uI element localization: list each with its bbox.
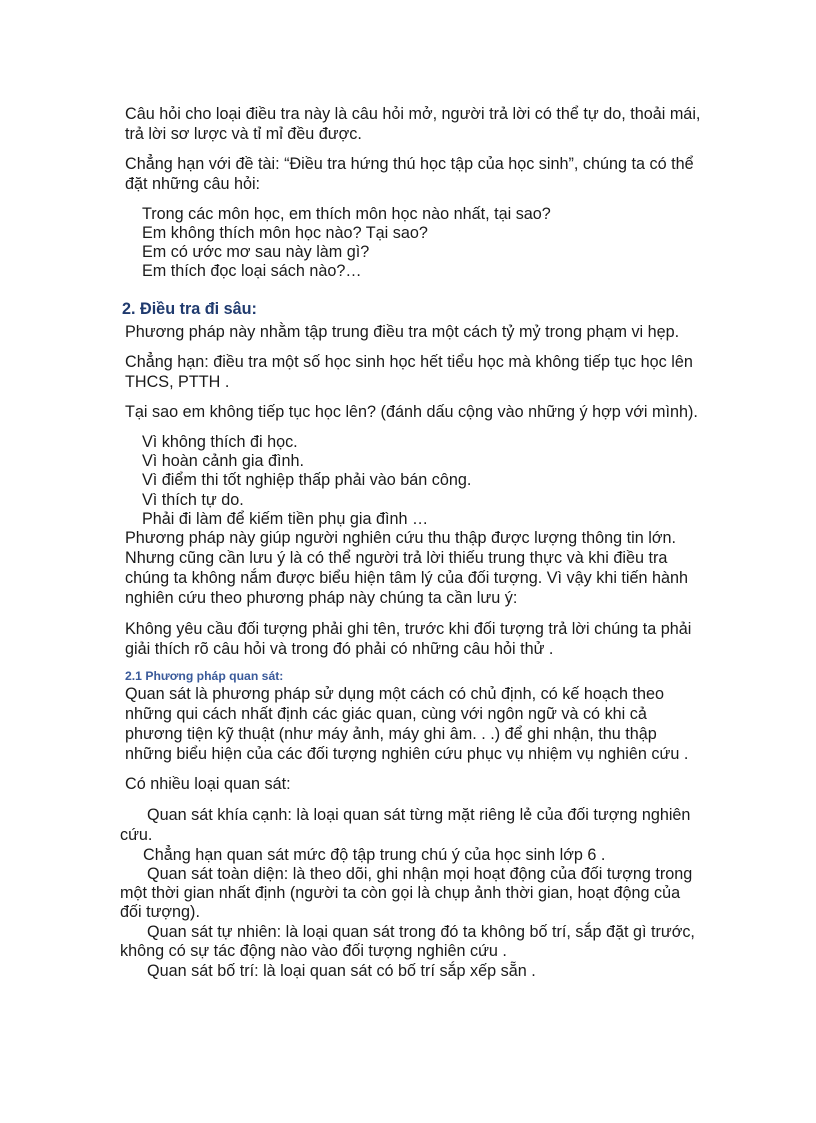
- example-line: THCS, PTTH .: [125, 373, 230, 391]
- subsection-heading: 2.1 Phương pháp quan sát:: [125, 669, 284, 683]
- section-heading: 2. Điều tra đi sâu:: [122, 300, 257, 318]
- list-item: Em thích đọc loại sách nào?…: [142, 262, 362, 280]
- type-line: Quan sát bố trí: là loại quan sát có bố trí sắp xếp sẵn .: [147, 962, 536, 980]
- note-line: nghiên cứu theo phương pháp này chúng ta cần lưu ý:: [125, 589, 518, 607]
- definition-line: những biểu hiện của các đối tượng nghiên cứu phục vụ nhiệm vụ nghiên cứu .: [125, 745, 689, 763]
- list-item: Em không thích môn học nào? Tại sao?: [142, 224, 428, 242]
- example-line: Chẳng hạn: điều tra một số học sinh học hết tiểu học mà không tiếp tục học lên: [125, 353, 693, 371]
- intro-line: Câu hỏi cho loại điều tra này là câu hỏi mở, người trả lời có thể tự do, thoải mái,: [125, 105, 701, 123]
- advice-line: Không yêu cầu đối tượng phải ghi tên, trước khi đối tượng trả lời chúng ta phải: [125, 620, 692, 638]
- list-item: Phải đi làm để kiếm tiền phụ gia đình …: [142, 510, 429, 528]
- type-line: không có sự tác động nào vào đối tượng nghiên cứu .: [120, 942, 507, 960]
- list-item: Vì không thích đi học.: [142, 433, 298, 451]
- type-line: cứu.: [120, 826, 153, 844]
- list-item: Trong các môn học, em thích môn học nào nhất, tại sao?: [142, 205, 551, 223]
- advice-line: giải thích rõ câu hỏi và trong đó phải có những câu hỏi thử .: [125, 640, 554, 658]
- type-line: Quan sát tự nhiên: là loại quan sát trong đó ta không bố trí, sắp đặt gì trước,: [147, 923, 695, 941]
- definition-line: Quan sát là phương pháp sử dụng một cách có chủ định, có kế hoạch theo: [125, 685, 664, 703]
- definition-line: những qui cách nhất định các giác quan, cùng với ngôn ngữ và có khi cả: [125, 705, 647, 723]
- list-item: Vì thích tự do.: [142, 491, 244, 509]
- type-line: Quan sát toàn diện: là theo dõi, ghi nhận mọi hoạt động của đối tượng trong: [147, 865, 693, 883]
- note-line: chúng ta không nắm được biểu hiện tâm lý của đối tượng. Vì vậy khi tiến hành: [125, 569, 689, 587]
- note-line: Nhưng cũng cần lưu ý là có thể người trả lời thiếu trung thực và khi điều tra: [125, 549, 668, 567]
- example-line: Chẳng hạn với đề tài: “Điều tra hứng thú học tập của học sinh”, chúng ta có thể: [125, 155, 694, 173]
- type-line: đối tượng).: [120, 903, 200, 921]
- intro-line: trả lời sơ lược và tỉ mỉ đều được.: [125, 125, 362, 143]
- section-intro: Phương pháp này nhằm tập trung điều tra một cách tỷ mỷ trong phạm vi hẹp.: [125, 323, 680, 341]
- list-item: Em có ước mơ sau này làm gì?: [142, 243, 370, 261]
- type-line: Chẳng hạn quan sát mức độ tập trung chú ý của học sinh lớp 6 .: [143, 846, 606, 864]
- types-intro: Có nhiều loại quan sát:: [125, 775, 291, 793]
- example-line: đặt những câu hỏi:: [125, 175, 261, 193]
- survey-question: Tại sao em không tiếp tục học lên? (đánh dấu cộng vào những ý hợp với mình).: [125, 403, 698, 421]
- type-line: một thời gian nhất định (người ta còn gọi là chụp ảnh thời gian, hoạt động của: [120, 884, 681, 902]
- type-line: Quan sát khía cạnh: là loại quan sát từng mặt riêng lẻ của đối tượng nghiên: [147, 806, 691, 824]
- definition-line: phương tiện kỹ thuật (như máy ảnh, máy ghi âm. . .) để ghi nhận, thu thập: [125, 725, 657, 743]
- list-item: Vì hoàn cảnh gia đình.: [142, 452, 305, 470]
- list-item: Vì điểm thi tốt nghiệp thấp phải vào bán công.: [142, 471, 472, 489]
- note-line: Phương pháp này giúp người nghiên cứu thu thập được lượng thông tin lớn.: [125, 529, 676, 547]
